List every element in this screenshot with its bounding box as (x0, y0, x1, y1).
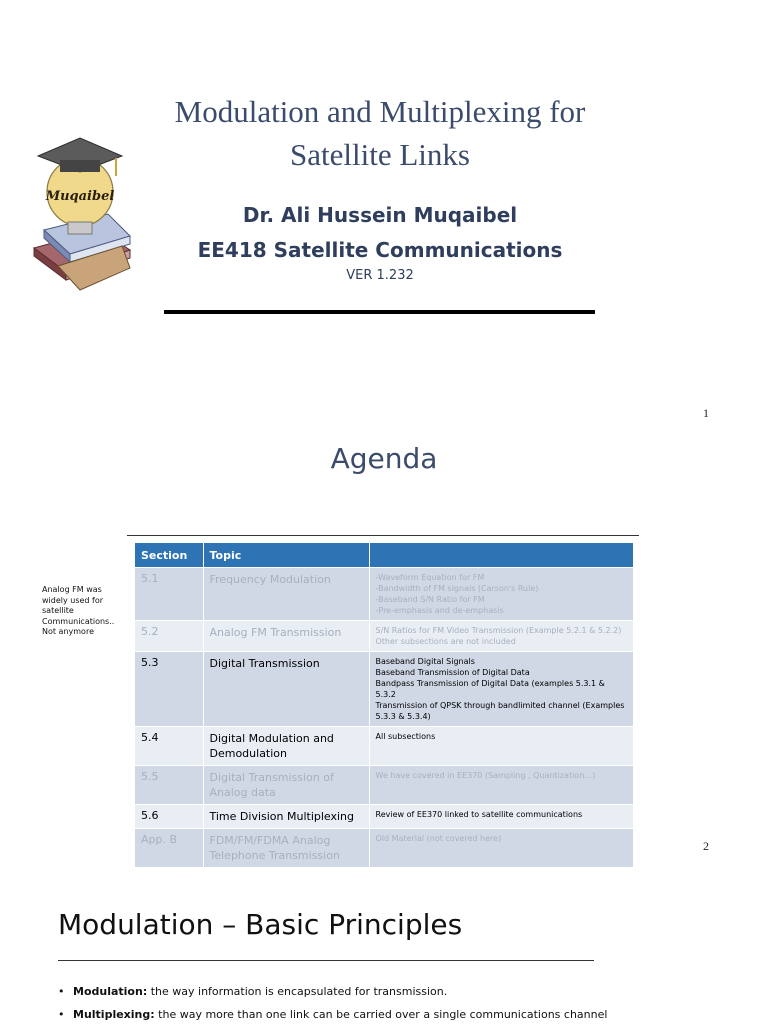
table-row (135, 829, 633, 868)
title-divider (164, 310, 595, 314)
page-number-2: 2 (703, 839, 709, 853)
bullet-dot-icon: • (58, 1008, 65, 1021)
row-section: App. B (135, 829, 203, 868)
side-note: Analog FM was widely used for satellite Communications.. Not anymore (42, 585, 115, 636)
modulation-title: Modulation – Basic Principles (58, 908, 463, 941)
row-section: 5.1 (135, 568, 203, 621)
table-row (135, 568, 633, 621)
detail-line: -Bandwidth of FM signals (Carson's Rule) (375, 584, 539, 593)
detail-line: All subsections (375, 732, 436, 741)
row-topic: FDM/FM/FDMA Analog Telephone Transmission (203, 829, 369, 868)
detail-line: Review of EE370 linked to satellite communications (375, 810, 583, 819)
detail-line: Other subsections are not included (375, 637, 516, 646)
detail-line: -Baseband S/N Ratio for FM (375, 595, 485, 604)
bullet-item (58, 985, 447, 998)
row-topic: Digital Transmission (203, 652, 369, 727)
bullet-term: Modulation: (73, 985, 148, 998)
agenda-title: Agenda (330, 442, 438, 475)
header-details (369, 543, 633, 568)
row-section: 5.6 (135, 805, 203, 829)
row-details (369, 727, 633, 766)
detail-line: We have covered in EE370 (Sampling , Quantization…) (375, 771, 596, 780)
row-section: 5.2 (135, 621, 203, 652)
detail-line: Baseband Digital Signals (375, 657, 475, 666)
row-details (369, 568, 633, 621)
row-section: 5.3 (135, 652, 203, 727)
bullet-item (58, 1008, 607, 1021)
course-name: EE418 Satellite Communications (197, 238, 563, 262)
title-line-1: Modulation and Multiplexing for (174, 94, 586, 129)
row-details (369, 621, 633, 652)
bullet-dot-icon: • (58, 985, 65, 998)
svg-text:Muqaibel: Muqaibel (45, 189, 115, 204)
row-topic: Digital Transmission of Analog data (203, 766, 369, 805)
header-section: Section (135, 543, 203, 568)
bullet-text: the way information is encapsulated for transmission. (147, 985, 448, 998)
agenda-table (135, 543, 634, 867)
row-topic: Digital Modulation and Demodulation (203, 727, 369, 766)
author-name: Dr. Ali Hussein Muqaibel (242, 203, 518, 227)
bullet-text: the way more than one link can be carried over a single communications channel (154, 1008, 608, 1021)
row-topic: Analog FM Transmission (203, 621, 369, 652)
table-row (135, 805, 633, 829)
detail-line: -Waveform Equation for FM (375, 573, 485, 582)
detail-line: Baseband Transmission of Digital Data (375, 668, 530, 677)
bullet-term: Multiplexing: (73, 1008, 155, 1021)
row-topic: Time Division Multiplexing (203, 805, 369, 829)
row-section: 5.4 (135, 727, 203, 766)
table-row (135, 621, 633, 652)
presentation-title (120, 90, 640, 176)
row-details (369, 829, 633, 868)
table-row (135, 727, 633, 766)
detail-line: Old Material (not covered here) (375, 834, 502, 843)
table-header-row (135, 543, 633, 568)
row-topic: Frequency Modulation (203, 568, 369, 621)
modulation-divider (58, 960, 594, 961)
row-details (369, 805, 633, 829)
version-label: VER 1.232 (346, 268, 414, 283)
header-topic: Topic (203, 543, 369, 568)
table-row (135, 766, 633, 805)
detail-line: S/N Ratios for FM Video Transmission (Example 5.2.1 & 5.2.2) (375, 626, 622, 635)
detail-line: Bandpass Transmission of Digital Data (examples 5.3.1 & 5.3.2 (375, 679, 605, 699)
agenda-divider (127, 535, 639, 536)
title-line-2: Satellite Links (290, 137, 470, 172)
row-section: 5.5 (135, 766, 203, 805)
row-details (369, 652, 633, 727)
row-details (369, 766, 633, 805)
detail-line: -Pre-emphasis and de-emphasis (375, 606, 504, 615)
page-number-1: 1 (703, 406, 709, 420)
table-row (135, 652, 633, 727)
detail-line: Transmission of QPSK through bandlimited channel (Examples 5.3.3 & 5.3.4) (375, 701, 625, 721)
